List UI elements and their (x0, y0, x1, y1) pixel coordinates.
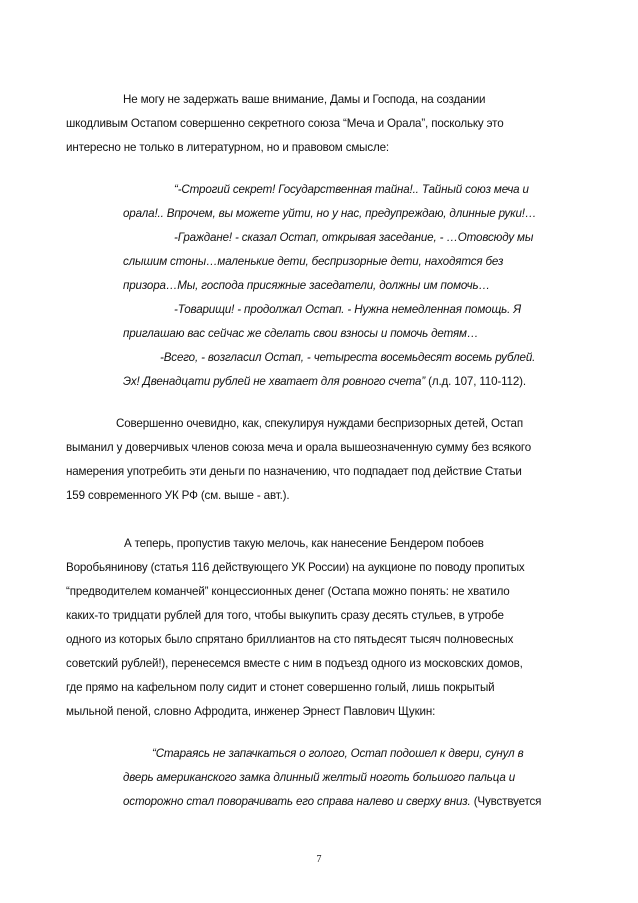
text-line: Воробьянинову (статья 116 действующего УК России) на аукционе по поводу пропитых (66, 561, 525, 574)
quote-line: слышим стоны…маленькие дети, беспризорные дети, находятся без (123, 255, 504, 268)
text-line: мыльной пеной, словно Афродита, инженер Эрнест Павлович Щукин: (66, 705, 436, 718)
text-line: намерения употребить эти деньги по назначению, что подпадает под действие Статьи (66, 465, 522, 478)
text-line: одного из которых было спрятано бриллиантов на сто пятьдесят тысяч полновесных (66, 633, 514, 646)
text-line: 159 современного УК РФ (см. выше - авт.). (66, 489, 290, 502)
quote-line: “-Строгий секрет! Государственная тайна!.. Тайный союз меча и (174, 183, 529, 196)
quote-tail: (Чувствуется (470, 795, 542, 808)
quote-line: -Граждане! - сказал Остап, открывая заседание, - …Отовсюду мы (174, 231, 534, 244)
quote-text: осторожно стал поворачивать его справа налево и сверху вниз. (123, 795, 471, 808)
text-line: шкодливым Остапом совершенно секретного союза “Меча и Орала”, поскольку это (66, 117, 504, 130)
text-line: интересно не только в литературном, но и правовом смысле: (66, 141, 389, 154)
case-citation: (л.д. 107, 110-112). (425, 375, 526, 388)
quote-line: дверь американского замка длинный желтый ноготь большого пальца и (123, 771, 516, 784)
text-line: А теперь, пропустив такую мелочь, как нанесение Бендером побоев (124, 537, 484, 550)
quote-line: -Всего, - возгласил Остап, - четыреста восемьдесят восемь рублей. (160, 351, 536, 364)
quote-line: призора…Мы, господа присяжные заседатели, должны им помочь… (123, 279, 490, 292)
quote-text: Эх! Двенадцати рублей не хватает для ровного счета” (123, 375, 426, 388)
quote-line: орала!.. Впрочем, вы можете уйти, но у нас, предупреждаю, длинные руки!… (123, 207, 537, 220)
page-number: 7 (316, 854, 322, 865)
quote-line: “Стараясь не запачкаться о голого, Остап подошел к двери, сунул в (152, 747, 524, 760)
quote-line (123, 375, 526, 389)
text-line: выманил у доверчивых членов союза меча и орала вышеозначенную сумму без всякого (66, 441, 532, 454)
text-line: Совершенно очевидно, как, спекулируя нуждами беспризорных детей, Остап (116, 417, 523, 430)
text-line: “предводителем команчей” концессионных денег (Остапа можно понять: не хватило (66, 585, 510, 598)
text-line: советский рублей!), перенесемся вместе с ним в подъезд одного из московских домов, (66, 657, 523, 670)
text-line: где прямо на кафельном полу сидит и стонет совершенно голый, лишь покрытый (66, 681, 495, 694)
quote-line (123, 795, 541, 809)
quote-line: -Товарищи! - продолжал Остап. - Нужна немедленная помощь. Я (174, 303, 522, 316)
text-line: Не могу не задержать ваше внимание, Дамы и Господа, на создании (123, 93, 486, 106)
text-line: каких-то тридцати рублей для того, чтобы выкупить сразу десять стульев, в утробе (66, 609, 504, 622)
quote-line: приглашаю вас сейчас же сделать свои взносы и помочь детям… (123, 327, 479, 340)
